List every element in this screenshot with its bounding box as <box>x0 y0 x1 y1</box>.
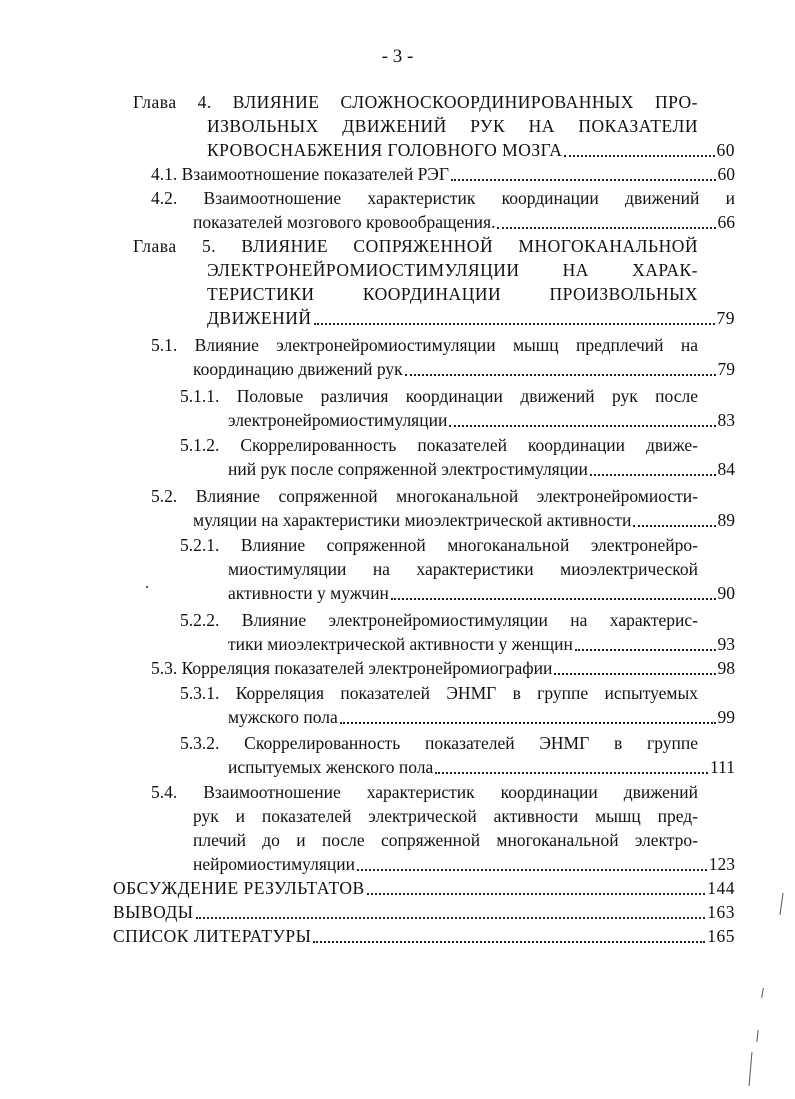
toc-entry: ВЫВОДЫ 163 <box>113 902 735 922</box>
dot-leader <box>590 474 716 476</box>
toc-line: плечий до и после сопряженной многоканальной электро- <box>193 830 698 850</box>
dot-leader <box>340 722 716 724</box>
toc-line: миостимуляции на характеристики миоэлектрической <box>228 559 698 579</box>
toc-entry: нейромиостимуляции 123 <box>193 854 735 874</box>
dot-leader <box>575 649 716 651</box>
toc-entry: ДВИЖЕНИЙ 79 <box>207 308 735 328</box>
toc-line: 5.2.2. Влияние электронейромиостимуляции на характерис- <box>180 610 698 630</box>
toc-entry: показателей мозгового кровообращения. 66 <box>193 212 735 232</box>
dot-leader <box>367 893 706 895</box>
toc-entry: 4.1. Взаимоотношение показателей РЭГ 60 <box>151 164 735 184</box>
toc-entry: тики миоэлектрической активности у женщин 93 <box>228 634 735 654</box>
scan-mark <box>779 893 783 915</box>
toc-line: рук и показателей электрической активности мышц пред- <box>193 806 698 826</box>
toc-entry: СПИСОК ЛИТЕРАТУРЫ 165 <box>113 926 735 946</box>
dot-leader <box>497 227 715 229</box>
toc-line: 5.2.1. Влияние сопряженной многоканальной электронейро- <box>180 535 698 555</box>
toc-line: 5.3.2. Скоррелированность показателей ЭНМГ в группе <box>180 733 698 753</box>
dot-leader <box>357 869 707 871</box>
dot-leader <box>554 673 715 675</box>
toc-line: 5.2. Влияние сопряженной многоканальной электронейромиости- <box>151 486 698 506</box>
dot-leader <box>391 598 716 600</box>
toc-line: 5.3.1. Корреляция показателей ЭНМГ в группе испытуемых <box>180 683 698 703</box>
toc-line: ТЕРИСТИКИ КООРДИНАЦИИ ПРОИЗВОЛЬНЫХ <box>207 284 698 304</box>
dot-leader <box>564 155 714 157</box>
toc-entry: муляции на характеристики миоэлектрической активности 89 <box>193 510 735 530</box>
toc-entry: ОБСУЖДЕНИЕ РЕЗУЛЬТАТОВ 144 <box>113 878 735 898</box>
dot-leader <box>405 374 716 376</box>
toc-entry: ний рук после сопряженной электростимуляции 84 <box>228 459 735 479</box>
scan-mark <box>749 1052 753 1086</box>
scan-mark <box>146 586 148 588</box>
dot-leader <box>451 179 716 181</box>
dot-leader <box>196 917 706 919</box>
dot-leader <box>449 425 715 427</box>
toc-entry: электронейромиостимуляции 83 <box>228 410 735 430</box>
toc-line: 5.4. Взаимоотношение характеристик координации движений <box>151 782 698 802</box>
toc-line: 5.1.1. Половые различия координации движений рук после <box>180 386 698 406</box>
toc-entry: координацию движений рук 79 <box>193 359 735 379</box>
toc-entry: КРОВОСНАБЖЕНИЯ ГОЛОВНОГО МОЗГА 60 <box>207 140 735 160</box>
toc-line: 5.1. Влияние электронейромиостимуляции мышц предплечий на <box>151 335 698 355</box>
scan-mark <box>761 988 764 998</box>
toc-line: Глава 5. ВЛИЯНИЕ СОПРЯЖЕННОЙ МНОГОКАНАЛЬНОЙ <box>133 236 698 256</box>
toc-line: Глава 4. ВЛИЯНИЕ СЛОЖНОСКООРДИНИРОВАННЫХ ПРО- <box>133 92 698 112</box>
toc-line: ИЗВОЛЬНЫХ ДВИЖЕНИЙ РУК НА ПОКАЗАТЕЛИ <box>207 116 698 136</box>
toc-entry: мужского пола 99 <box>228 707 735 727</box>
scan-mark <box>756 1030 758 1042</box>
dot-leader <box>633 525 715 527</box>
toc-entry: 5.3. Корреляция показателей электронейромиографии 98 <box>151 658 735 678</box>
toc-entry: испытуемых женского пола 111 <box>228 757 735 777</box>
toc-line: ЭЛЕКТРОНЕЙРОМИОСТИМУЛЯЦИИ НА ХАРАК- <box>207 260 698 280</box>
toc-line: 5.1.2. Скоррелированность показателей координации движе- <box>180 435 698 455</box>
page-number: - 3 - <box>381 46 414 67</box>
toc-entry: активности у мужчин 90 <box>228 583 735 603</box>
dot-leader <box>313 941 705 943</box>
dot-leader <box>314 323 715 325</box>
toc-line: 4.2. Взаимоотношение характеристик координации движений и <box>151 188 735 208</box>
dot-leader <box>435 772 708 774</box>
